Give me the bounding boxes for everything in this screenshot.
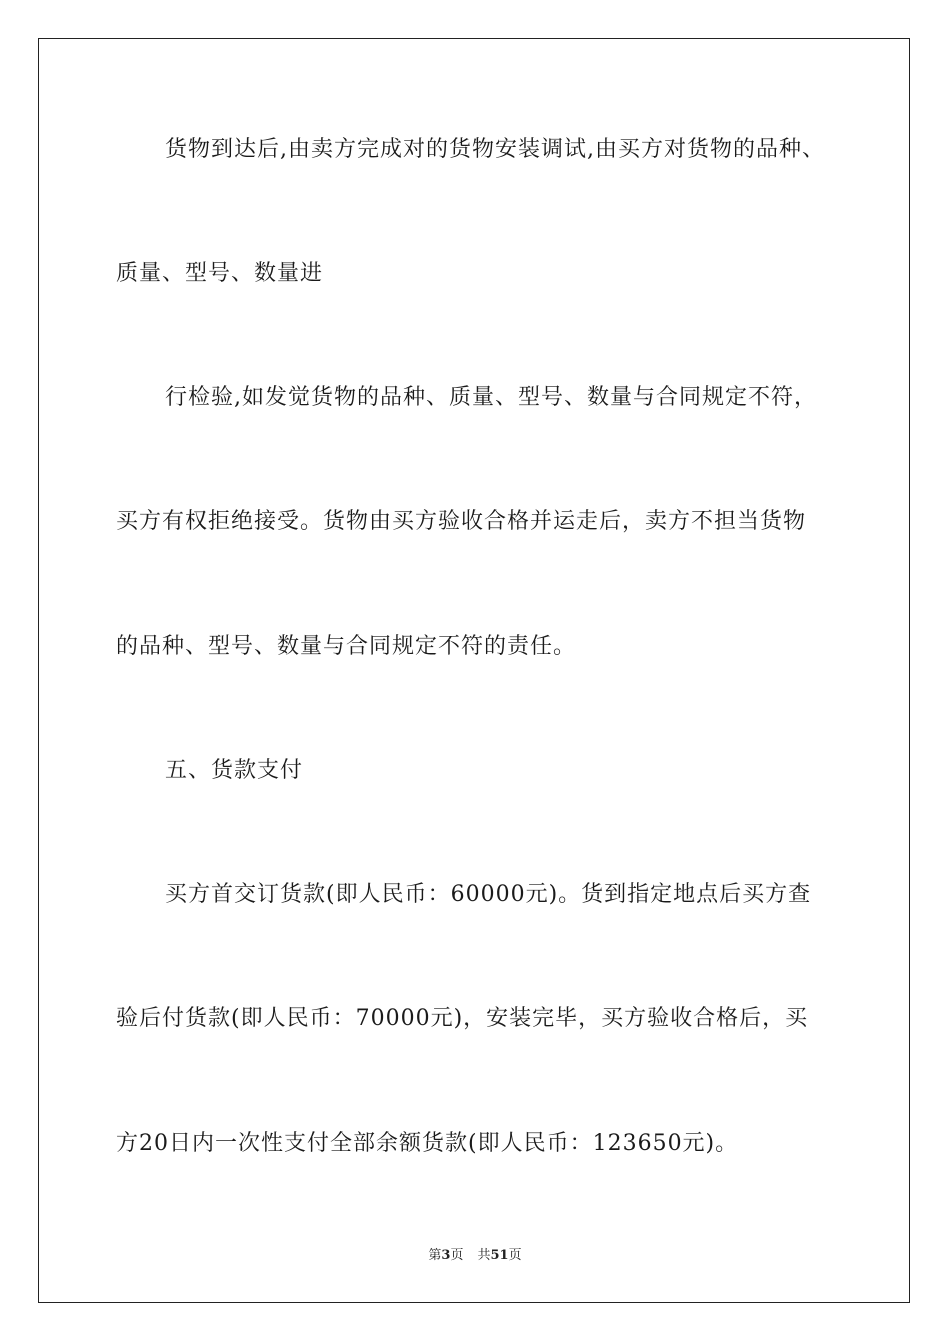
footer-total-suffix: 页 xyxy=(508,1248,522,1263)
paragraph-line: 的品种、型号、数量与合同规定不符的责任。 xyxy=(116,634,577,659)
paragraph-line: 方20日内一次性支付全部余额货款(即人民币：123650元)。 xyxy=(116,1131,739,1156)
footer-page-suffix: 页 xyxy=(450,1248,464,1263)
footer-total-pages: 51 xyxy=(490,1248,509,1263)
footer-total-prefix: 共 xyxy=(477,1248,491,1263)
section-heading: 五、货款支付 xyxy=(165,758,304,783)
footer-page-prefix: 第 xyxy=(428,1248,442,1263)
paragraph-line: 行检验,如发觉货物的品种、质量、型号、数量与合同规定不符， xyxy=(165,385,817,410)
footer-page-number: 3 xyxy=(441,1248,451,1263)
paragraph-line: 验后付货款(即人民币：70000元)，安装完毕，买方验收合格后，买 xyxy=(116,1006,809,1031)
paragraph-line: 货物到达后,由卖方完成对的货物安装调试,由买方对货物的品种、 xyxy=(165,137,825,162)
page-footer xyxy=(0,1247,950,1265)
paragraph-line: 买方有权拒绝接受。货物由买方验收合格并运走后，卖方不担当货物 xyxy=(116,509,807,534)
paragraph-line: 质量、型号、数量进 xyxy=(116,261,324,286)
page-border xyxy=(38,38,910,1303)
paragraph-line: 买方首交订货款(即人民币：60000元)。货到指定地点后买方查 xyxy=(165,882,812,907)
